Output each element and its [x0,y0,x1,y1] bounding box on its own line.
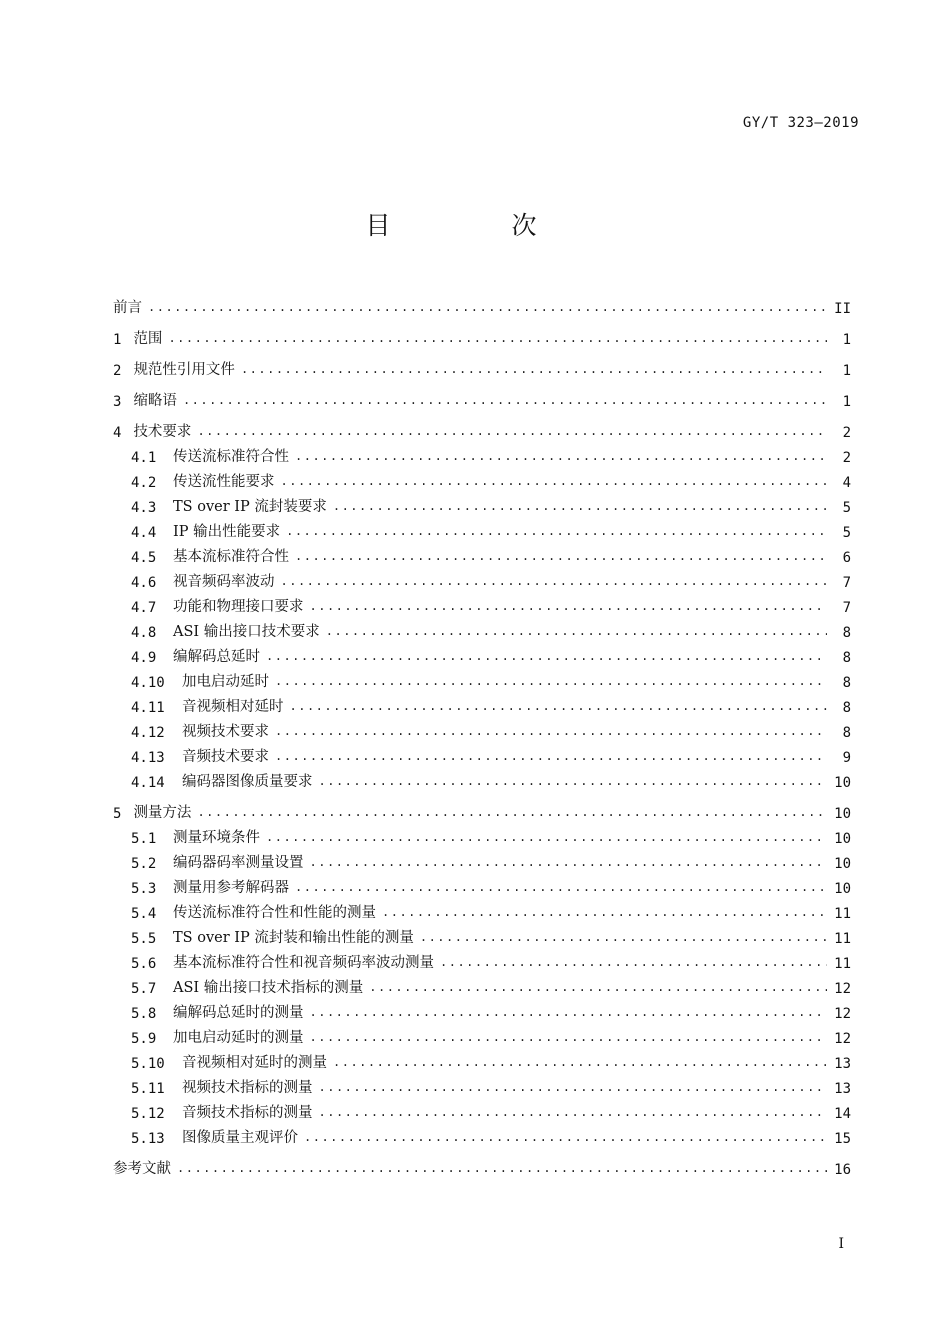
toc-entry-label: 编解码总延时 [173,649,260,665]
toc-entry[interactable] [113,1072,851,1097]
toc-entry-label: 音频技术要求 [182,749,269,765]
toc-entry-number: 4.8 [131,625,157,641]
toc-leader-dots [295,449,827,463]
toc-entry-label: 编解码总延时的测量 [173,1005,304,1021]
toc-entry-page: 1 [842,363,851,379]
toc-entry-page: 7 [842,600,851,616]
toc-entry-page: 9 [842,750,851,766]
toc-entry-label: 技术要求 [133,424,192,440]
toc-entry-label: 传送流标准符合性 [173,449,289,465]
toc-entry[interactable] [113,317,851,348]
toc-entry-page: 8 [842,650,851,666]
toc-entry-page: 8 [842,625,851,641]
toc-leader-dots [319,1105,828,1119]
toc-entry-page: 8 [842,700,851,716]
toc-entry-label: TS over IP 流封装要求 [173,499,327,515]
toc-leader-dots [310,855,828,869]
toc-entry[interactable] [113,847,851,872]
toc-entry-page: 12 [834,1031,851,1047]
toc-leader-dots [310,599,828,613]
toc-leader-dots [168,331,827,345]
toc-entry-label: 测量环境条件 [173,830,260,846]
toc-leader-dots [290,699,828,713]
toc-entry[interactable] [113,691,851,716]
toc-entry-number: 4.3 [131,500,157,516]
toc-entry-label: 视频技术要求 [182,724,269,740]
toc-entry[interactable] [113,410,851,441]
toc-entry-number: 5.1 [131,831,157,847]
toc-entry-page: 10 [834,881,851,897]
toc-entry-page: II [834,301,851,317]
toc-leader-dots [369,980,827,994]
toc-entry[interactable] [113,947,851,972]
toc-entry-number: 4.7 [131,600,157,616]
toc-entry-page: 14 [834,1106,851,1122]
toc-entry-number: 4.2 [131,475,157,491]
toc-entry[interactable] [113,1147,851,1178]
toc-entry[interactable] [113,822,851,847]
toc-entry-page: 1 [842,394,851,410]
toc-entry-number: 2 [113,363,122,379]
toc-entry-page: 10 [834,806,851,822]
toc-leader-dots [148,300,827,314]
toc-entry-number: 5.9 [131,1031,157,1047]
toc-entry-number: 4.1 [131,450,157,466]
toc-entry-label: 编码器码率测量设置 [173,855,304,871]
toc-entry-label: 基本流标准符合性和视音频码率波动测量 [173,955,434,971]
toc-entry[interactable] [113,616,851,641]
toc-entry[interactable] [113,441,851,466]
toc-entry[interactable] [113,348,851,379]
toc-entry[interactable] [113,872,851,897]
toc-entry[interactable] [113,1122,851,1147]
toc-entry-page: 6 [842,550,851,566]
toc-leader-dots [183,393,827,407]
toc-entry-label: ASI 输出接口技术指标的测量 [173,980,364,996]
toc-entry-label: 功能和物理接口要求 [173,599,304,615]
document-code: GY/T 323—2019 [742,115,859,131]
toc-entry-number: 4.6 [131,575,157,591]
toc-entry[interactable] [113,897,851,922]
toc-entry-label: 加电启动延时 [182,674,269,690]
toc-leader-dots [295,880,827,894]
toc-entry-label: 音视频相对延时的测量 [182,1055,327,1071]
toc-entry-number: 4.9 [131,650,157,666]
toc-leader-dots [319,774,828,788]
toc-entry-label: 参考文献 [113,1161,171,1177]
toc-entry[interactable] [113,972,851,997]
toc-entry[interactable] [113,516,851,541]
toc-entry-number: 5.12 [131,1106,165,1122]
toc-leader-dots [266,649,827,663]
toc-entry-page: 8 [842,725,851,741]
toc-entry[interactable] [113,379,851,410]
toc-entry-number: 4.11 [131,700,165,716]
toc-entry-number: 5.8 [131,1006,157,1022]
toc-entry[interactable] [113,466,851,491]
toc-entry-page: 11 [834,906,851,922]
toc-entry[interactable] [113,1047,851,1072]
toc-entry[interactable] [113,1022,851,1047]
toc-entry-number: 5.13 [131,1131,165,1147]
toc-entry-number: 5 [113,806,122,822]
toc-leader-dots [197,424,827,438]
toc-entry[interactable] [113,791,851,822]
toc-entry-page: 10 [834,775,851,791]
toc-entry-number: 5.3 [131,881,157,897]
toc-entry-number: 5.4 [131,906,157,922]
toc-leader-dots [295,549,827,563]
toc-leader-dots [333,499,827,513]
toc-entry-page: 16 [834,1162,851,1178]
toc-entry-number: 4.5 [131,550,157,566]
toc-entry-label: 传送流性能要求 [173,474,275,490]
toc-leader-dots [440,955,827,969]
toc-entry-label: 音视频相对延时 [182,699,284,715]
toc-entry-label: 传送流标准符合性和性能的测量 [173,905,376,921]
toc-leader-dots [319,1080,828,1094]
toc-leader-dots [266,830,827,844]
toc-leader-dots [177,1161,827,1175]
toc-entry-page: 7 [842,575,851,591]
toc-entry-page: 10 [834,831,851,847]
toc-entry-number: 5.6 [131,956,157,972]
toc-entry-page: 11 [834,956,851,972]
toc-entry-number: 4.12 [131,725,165,741]
toc-entry-label: 视频技术指标的测量 [182,1080,313,1096]
toc-entry-page: 2 [842,425,851,441]
toc-entry-page: 5 [842,525,851,541]
toc-entry-page: 4 [842,475,851,491]
toc-entry-number: 3 [113,394,122,410]
toc-entry[interactable] [113,666,851,691]
toc-entry-number: 5.5 [131,931,157,947]
toc-leader-dots [275,674,827,688]
toc-entry-label: 基本流标准符合性 [173,549,289,565]
toc-entry[interactable] [113,766,851,791]
toc-entry-number: 4.4 [131,525,157,541]
toc-entry[interactable] [113,566,851,591]
toc-entry[interactable] [113,641,851,666]
toc-entry-number: 5.2 [131,856,157,872]
toc-entry-label: 视音频码率波动 [173,574,275,590]
toc-leader-dots [333,1055,827,1069]
toc-leader-dots [420,930,827,944]
toc-entry-page: 13 [834,1081,851,1097]
page-title: 目 次 [365,211,585,240]
page-number: I [838,1236,844,1252]
toc-entry[interactable] [113,741,851,766]
toc-leader-dots [275,724,827,738]
toc-entry-label: 前言 [113,300,142,316]
toc-leader-dots [281,474,828,488]
toc-entry-page: 5 [842,500,851,516]
toc-entry-page: 2 [842,450,851,466]
toc-entry-number: 4.10 [131,675,165,691]
toc-entry-label: IP 输出性能要求 [173,524,281,540]
toc-entry[interactable] [113,922,851,947]
toc-entry-number: 4.13 [131,750,165,766]
toc-entry-label: 编码器图像质量要求 [182,774,313,790]
toc-entry-number: 5.11 [131,1081,165,1097]
toc-entry[interactable] [113,491,851,516]
toc-entry-page: 13 [834,1056,851,1072]
toc-leader-dots [197,805,827,819]
toc-entry-page: 10 [834,856,851,872]
toc-entry-number: 5.7 [131,981,157,997]
toc-entry-label: ASI 输出接口技术要求 [173,624,320,640]
toc-entry-label: 音频技术指标的测量 [182,1105,313,1121]
toc-leader-dots [310,1005,828,1019]
toc-entry[interactable] [113,591,851,616]
toc-entry-label: 图像质量主观评价 [182,1130,298,1146]
toc-entry-page: 8 [842,675,851,691]
toc-entry-page: 12 [834,1006,851,1022]
toc-entry-page: 1 [842,332,851,348]
toc-leader-dots [275,749,827,763]
toc-entry[interactable] [113,1097,851,1122]
toc-entry-label: 测量方法 [133,805,192,821]
toc-leader-dots [310,1030,828,1044]
toc-entry-label: 加电启动延时的测量 [173,1030,304,1046]
toc-entry-label: 测量用参考解码器 [173,880,289,896]
toc-entry-number: 4 [113,425,122,441]
toc-leader-dots [286,524,827,538]
toc-entry-page: 15 [834,1131,851,1147]
toc-entry[interactable] [113,716,851,741]
toc-entry-label: 缩略语 [133,393,177,409]
toc-leader-dots [382,905,827,919]
toc-leader-dots [304,1130,827,1144]
toc-leader-dots [281,574,828,588]
toc-entry-number: 4.14 [131,775,165,791]
toc-leader-dots [241,362,827,376]
toc-entry-label: TS over IP 流封装和输出性能的测量 [173,930,414,946]
toc-entry-label: 范围 [133,331,163,347]
toc-entry[interactable] [113,286,851,317]
toc-entry-number: 1 [113,332,122,348]
toc-entry-number: 5.10 [131,1056,165,1072]
toc-leader-dots [326,624,827,638]
toc-entry-page: 11 [834,931,851,947]
toc-entry[interactable] [113,541,851,566]
toc-entry[interactable] [113,997,851,1022]
table-of-contents [113,286,851,1178]
toc-entry-label: 规范性引用文件 [133,362,235,378]
toc-entry-page: 12 [834,981,851,997]
